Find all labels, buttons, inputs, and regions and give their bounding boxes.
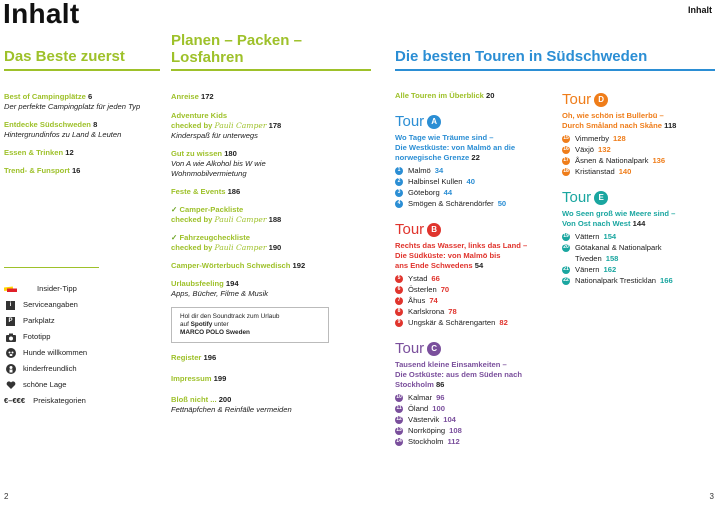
tour-stop[interactable]: 5 Ystad 66: [395, 273, 560, 284]
legend-item: Hunde willkommen: [4, 345, 154, 361]
tour-stop[interactable]: 7 Åhus 74: [395, 295, 560, 306]
tour-stop[interactable]: 17 Åsnen & Nationalpark 136: [563, 156, 666, 165]
tour-d-heading[interactable]: Tour D: [562, 91, 717, 108]
tour-stop[interactable]: 2 Halbinsel Kullen 40: [395, 176, 560, 187]
tour-e-heading[interactable]: Tour E: [562, 189, 717, 206]
tour-d-badge: D: [594, 93, 608, 107]
section-heading-plan: Planen – Packen – Losfahren: [171, 32, 302, 66]
section-heading-best: Das Beste zuerst: [4, 48, 125, 65]
legend-item: i Serviceangaben: [4, 297, 154, 313]
tour-overview[interactable]: Alle Touren im Überblick 20: [395, 91, 495, 100]
toc-entry[interactable]: Feste & Events 186: [171, 187, 241, 196]
tour-stop[interactable]: 16 Växjö 132: [563, 145, 611, 154]
toc-entry[interactable]: Essen & Trinken 12: [4, 148, 74, 157]
tour-stop[interactable]: 11 Öland 100: [396, 404, 445, 413]
legend-item: schöne Lage: [4, 377, 154, 393]
check-icon: ✓: [171, 205, 178, 214]
toc-entry[interactable]: Entdecke Südschweden 8 Hintergrundinfos zu Land & Leuten: [4, 120, 122, 139]
info-icon: i: [4, 300, 17, 311]
toc-entry[interactable]: Anreise 172: [171, 92, 214, 101]
brand-logo: Pauli Camper: [214, 215, 267, 224]
tour-stop[interactable]: 12 Västervik 104: [396, 415, 456, 424]
toc-entry[interactable]: Gut zu wissen 180 Von A wie Alkohol bis W wie Wohnmobilvermietung: [171, 149, 266, 178]
check-icon: ✓: [171, 233, 178, 242]
tour-stop[interactable]: 6 Österlen 70: [395, 284, 560, 295]
tour-stop[interactable]: 1 Malmö 34: [395, 165, 560, 176]
page-number-right: 3: [709, 492, 714, 501]
tour-stop[interactable]: 21 Vänern 162: [563, 265, 617, 274]
tour-b-badge: B: [427, 223, 441, 237]
tour-stop[interactable]: 4 Smögen & Schärendörfer 50: [395, 198, 560, 209]
page-number-left: 2: [4, 492, 9, 501]
child-icon: [4, 364, 17, 375]
tour-c-badge: C: [427, 342, 441, 356]
col1-entries: [4, 92, 154, 184]
legend-item: Fototipp: [4, 329, 154, 345]
tour-stop[interactable]: 14 Stockholm 112: [396, 437, 460, 446]
tour-stop[interactable]: 22 Nationalpark Tresticklan 166: [563, 276, 673, 285]
tour-a-desc: Wo Tage wie Träume sind – Die Westküste: von Malmö an die norwegische Grenze 22: [395, 133, 516, 162]
section-heading-tours: Die besten Touren in Südschweden: [395, 48, 648, 65]
legend: [4, 281, 154, 409]
toc-entry[interactable]: Trend- & Funsport 16: [4, 166, 81, 175]
heading-rule: [171, 69, 371, 71]
legend-item: Insider-Tipp: [4, 281, 154, 297]
toc-entry[interactable]: Adventure Kids checked by Pauli Camper 178 Kinderspaß für unterwegs: [171, 111, 282, 140]
tour-a-heading[interactable]: Tour A: [395, 113, 560, 130]
tour-b-desc: Rechts das Wasser, links das Land – Die Südküste: von Malmö bis ans Ende Schwedens 54: [395, 241, 528, 270]
toc-entry[interactable]: Best of Campingplätze 6 Der perfekte Campingplatz für jeden Typ: [4, 92, 141, 111]
spotify-box: Hol dir den Soundtrack zum Urlaub auf Spotify unter MARCO POLO Sweden: [171, 307, 329, 343]
toc-entry[interactable]: Urlaubsfeeling 194 Apps, Bücher, Filme & Musik: [171, 279, 269, 298]
brand-logo: Pauli Camper: [214, 243, 267, 252]
toc-entry[interactable]: Register 196: [171, 353, 217, 362]
tour-b-heading[interactable]: Tour B: [395, 221, 560, 238]
brand-logo: Pauli Camper: [214, 121, 267, 130]
legend-rule: [4, 267, 99, 268]
tour-stop[interactable]: 15 Vimmerby 128: [563, 134, 626, 143]
col4-tours: [562, 91, 717, 286]
tour-stop[interactable]: 8 Karlskrona 78: [395, 306, 560, 317]
legend-item: kinderfreundlich: [4, 361, 154, 377]
dog-icon: [4, 348, 17, 359]
heading-rule: [395, 69, 715, 71]
toc-entry[interactable]: ✓ Fahrzeugcheckliste checked by Pauli Camper 190: [171, 233, 282, 252]
tour-stop[interactable]: 10 Kalmar 96: [396, 393, 445, 402]
tour-stop[interactable]: 13 Norrköping 108: [396, 426, 462, 435]
tour-c-desc: Tausend kleine Einsamkeiten – Die Ostküste: aus dem Süden nach Stockholm 86: [395, 360, 523, 389]
parking-icon: P: [4, 316, 17, 327]
toc-entry[interactable]: Bloß nicht ... 200 Fettnäpfchen & Reinfälle vermeiden: [171, 395, 292, 414]
tour-a-badge: A: [427, 115, 441, 129]
tour-stop[interactable]: 3 Göteborg 44: [395, 187, 560, 198]
tour-e-badge: E: [594, 191, 608, 205]
tour-stop[interactable]: 9 Ungskär & Schärengarten 82: [395, 317, 560, 328]
col3-tours: [395, 91, 560, 447]
tour-stop-continued[interactable]: Tiveden 158: [575, 254, 619, 263]
tour-d-desc: Oh, wie schön ist Bullerbü – Durch Småland nach Skåne 118: [562, 111, 677, 130]
legend-item: P Parkplatz: [4, 313, 154, 329]
page-title: Inhalt: [3, 0, 80, 29]
toc-entry[interactable]: ✓ Camper-Packliste checked by Pauli Camper 188: [171, 205, 282, 224]
toc-entry[interactable]: Impressum 199: [171, 374, 227, 383]
running-header: Inhalt: [688, 5, 712, 15]
legend-item: €–€€€ Preiskategorien: [4, 396, 86, 405]
col2-entries: [171, 92, 366, 423]
tour-stop[interactable]: 19 Vättern 154: [563, 232, 617, 241]
toc-entry[interactable]: Camper-Wörterbuch Schwedisch 192: [171, 261, 306, 270]
tour-stop[interactable]: 20 Götakanal & Nationalpark: [563, 243, 662, 252]
price-symbol: €–€€€: [4, 396, 26, 405]
camera-icon: [4, 332, 17, 343]
tour-stop[interactable]: 18 Kristianstad 140: [563, 167, 632, 176]
tour-c-heading[interactable]: Tour C: [395, 340, 560, 357]
heading-rule: [4, 69, 160, 71]
tour-e-desc: Wo Seen groß wie Meere sind – Von Ost nach West 144: [562, 209, 676, 228]
heart-icon: [4, 380, 17, 391]
insider-tip-icon: [4, 284, 17, 295]
